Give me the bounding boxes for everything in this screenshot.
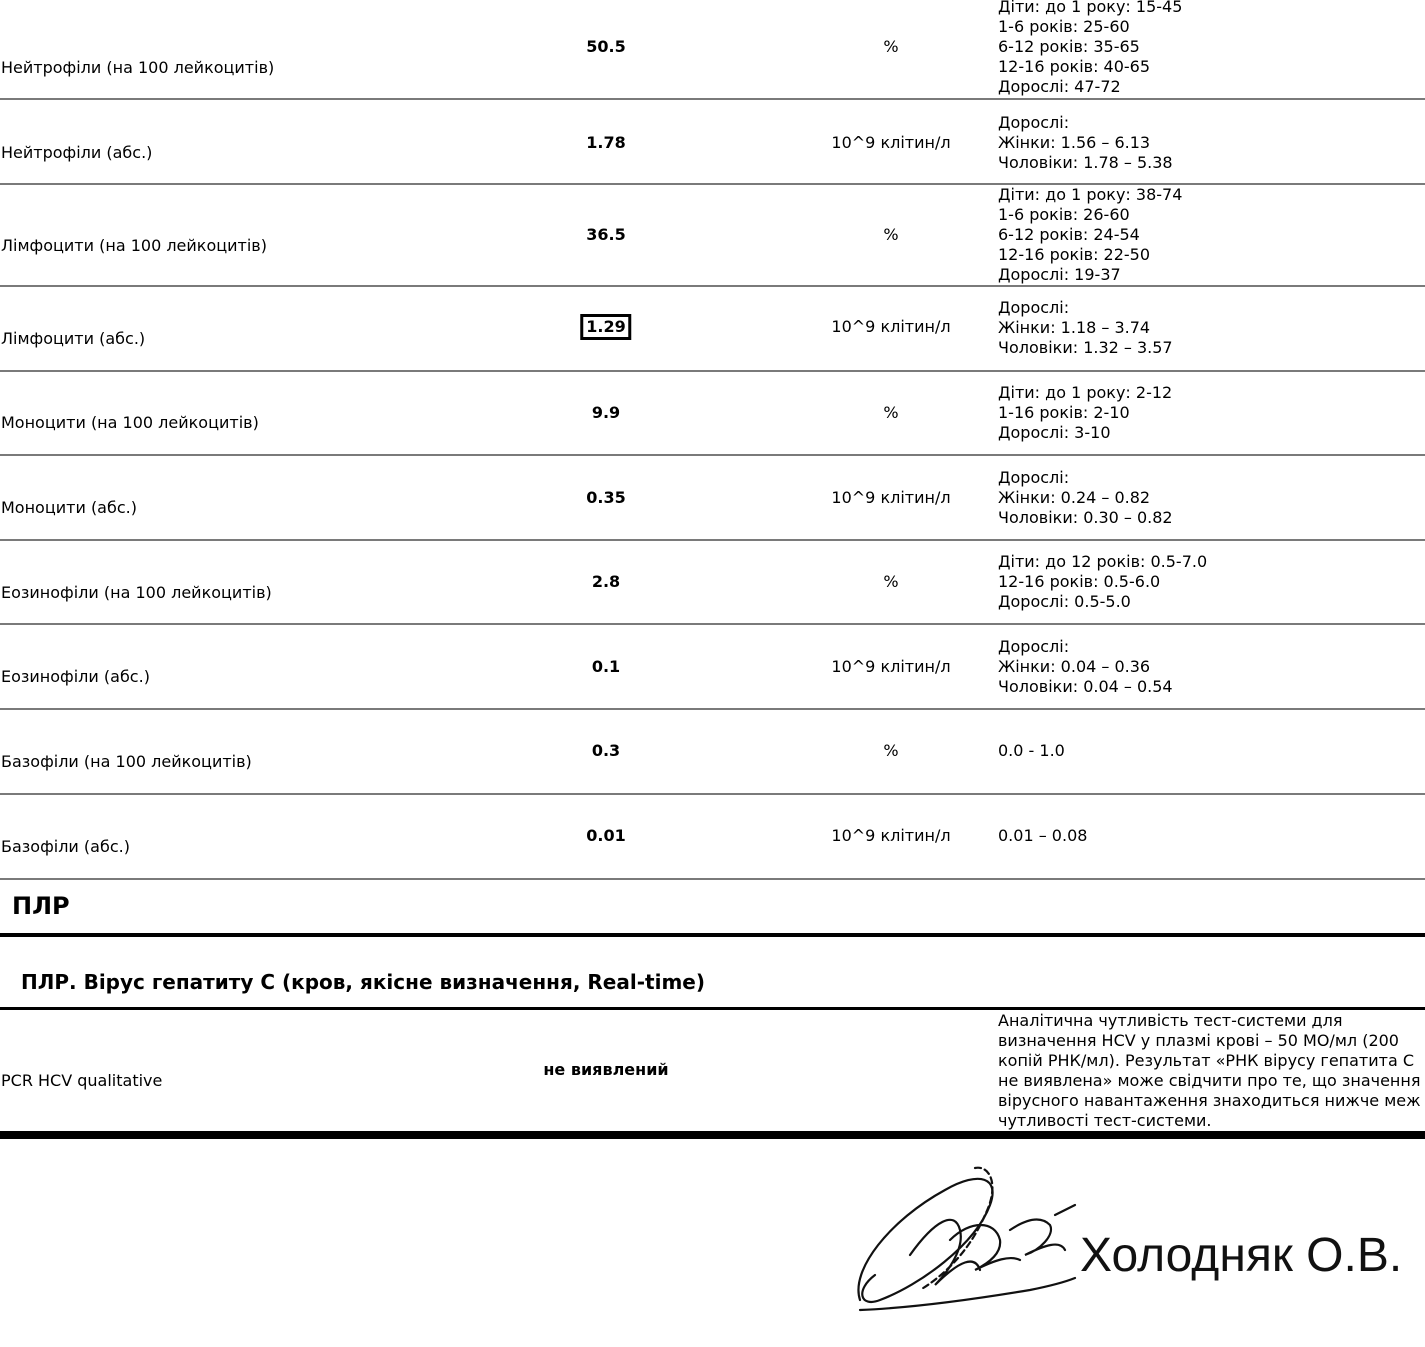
reference-range xyxy=(998,113,1173,173)
reference-line: Дорослі: xyxy=(998,113,1070,132)
reference-range xyxy=(998,468,1173,528)
table-row xyxy=(0,710,1425,795)
test-name: Еозинофіли (абс.) xyxy=(1,667,150,686)
reference-line: 0.01 – 0.08 xyxy=(998,826,1088,845)
test-unit: % xyxy=(883,403,899,422)
test-value: 2.8 xyxy=(591,572,621,591)
reference-line: Дорослі: xyxy=(998,637,1070,656)
reference-line: Чоловіки: 0.30 – 0.82 xyxy=(998,508,1173,527)
reference-line: Жінки: 0.04 – 0.36 xyxy=(998,657,1151,676)
pcr-divider xyxy=(0,1007,1425,1010)
test-value: 1.78 xyxy=(586,133,626,152)
test-value: 0.1 xyxy=(591,657,621,676)
table-row xyxy=(0,456,1425,541)
test-name: Базофіли (на 100 лейкоцитів) xyxy=(1,752,252,771)
test-name: Еозинофіли (на 100 лейкоцитів) xyxy=(1,583,272,602)
test-value: 0.35 xyxy=(586,488,626,507)
reference-range xyxy=(998,637,1173,697)
test-unit: 10^9 клітин/л xyxy=(831,133,951,152)
table-row xyxy=(0,541,1425,625)
test-unit: 10^9 клітин/л xyxy=(831,488,951,507)
reference-line: 6-12 років: 35-65 xyxy=(998,37,1140,56)
reference-line: Жінки: 0.24 – 0.82 xyxy=(998,488,1151,507)
reference-line: Діти: до 1 року: 2-12 xyxy=(998,383,1173,402)
reference-range xyxy=(998,741,1065,761)
table-row xyxy=(0,625,1425,710)
reference-line: 12-16 років: 22-50 xyxy=(998,245,1151,264)
test-value: 0.01 xyxy=(586,826,626,845)
test-unit: % xyxy=(883,37,899,56)
reference-range xyxy=(998,0,1182,97)
test-name: Лімфоцити (абс.) xyxy=(1,329,146,348)
reference-range xyxy=(998,185,1182,285)
reference-line: Чоловіки: 1.78 – 5.38 xyxy=(998,153,1173,172)
test-unit: 10^9 клітин/л xyxy=(831,826,951,845)
reference-line: 6-12 років: 24-54 xyxy=(998,225,1140,244)
table-row xyxy=(0,185,1425,287)
pcr-test-title: ПЛР. Вірус гепатиту С (кров, якісне визначення, Real-time) xyxy=(21,970,705,994)
section-title: ПЛР xyxy=(12,892,70,920)
reference-line: 12-16 років: 40-65 xyxy=(998,57,1151,76)
test-unit: % xyxy=(883,741,899,760)
test-name: Моноцити (абс.) xyxy=(1,498,137,517)
row-divider xyxy=(0,878,1425,880)
test-value: 1.29 xyxy=(580,314,631,340)
reference-line: Чоловіки: 1.32 – 3.57 xyxy=(998,338,1173,357)
reference-line: 1-6 років: 25-60 xyxy=(998,17,1130,36)
reference-line: Дорослі: xyxy=(998,468,1070,487)
pcr-test-reference: Аналітична чутливість тест-системи для визначення HCV у плазмі крові – 50 МО/мл (200 копій РНК/мл). Результат «РНК вірусу гепатита С не виявлена» може свідчити про те, що значення вірусного навантаження знаходиться нижче меж чутливості тест-системи. xyxy=(998,1011,1421,1130)
reference-line: Дорослі: 19-37 xyxy=(998,265,1121,284)
signature-name: Холодняк О.В. xyxy=(1080,1229,1403,1282)
test-unit: % xyxy=(883,225,899,244)
table-row xyxy=(0,0,1425,100)
reference-line: Чоловіки: 0.04 – 0.54 xyxy=(998,677,1173,696)
reference-line: 1-6 років: 26-60 xyxy=(998,205,1130,224)
reference-range xyxy=(998,826,1087,846)
test-name: Моноцити (на 100 лейкоцитів) xyxy=(1,413,259,432)
reference-line: Жінки: 1.18 – 3.74 xyxy=(998,318,1151,337)
table-end-divider xyxy=(0,1131,1425,1139)
test-value: 50.5 xyxy=(586,37,626,56)
test-value: 9.9 xyxy=(591,403,621,422)
reference-range xyxy=(998,552,1207,612)
reference-range xyxy=(998,298,1173,358)
table-row xyxy=(0,372,1425,456)
reference-line: Дорослі: xyxy=(998,298,1070,317)
reference-range xyxy=(998,383,1172,443)
test-unit: 10^9 клітин/л xyxy=(831,657,951,676)
reference-line: 0.0 - 1.0 xyxy=(998,741,1065,760)
pcr-test-name: PCR HCV qualitative xyxy=(1,1071,163,1090)
reference-line: 1-16 років: 2-10 xyxy=(998,403,1130,422)
handwritten-signature xyxy=(850,1160,1090,1330)
test-unit: % xyxy=(883,572,899,591)
reference-line: Діти: до 1 року: 15-45 xyxy=(998,0,1183,16)
table-row xyxy=(0,795,1425,880)
reference-line: Діти: до 1 року: 38-74 xyxy=(998,185,1183,204)
pcr-test-value: не виявлений xyxy=(543,1060,669,1079)
reference-line: 12-16 років: 0.5-6.0 xyxy=(998,572,1161,591)
test-value: 36.5 xyxy=(586,225,626,244)
reference-line: Діти: до 12 років: 0.5-7.0 xyxy=(998,552,1208,571)
table-row xyxy=(0,287,1425,372)
section-divider xyxy=(0,933,1425,937)
test-name: Нейтрофіли (абс.) xyxy=(1,143,153,162)
reference-line: Дорослі: 3-10 xyxy=(998,423,1111,442)
test-name: Лімфоцити (на 100 лейкоцитів) xyxy=(1,236,267,255)
reference-line: Жінки: 1.56 – 6.13 xyxy=(998,133,1151,152)
test-name: Базофіли (абс.) xyxy=(1,837,130,856)
test-unit: 10^9 клітин/л xyxy=(831,317,951,336)
test-value: 0.3 xyxy=(591,741,621,760)
table-row xyxy=(0,100,1425,185)
reference-line: Дорослі: 47-72 xyxy=(998,77,1121,96)
reference-line: Дорослі: 0.5-5.0 xyxy=(998,592,1131,611)
test-name: Нейтрофіли (на 100 лейкоцитів) xyxy=(1,58,275,77)
